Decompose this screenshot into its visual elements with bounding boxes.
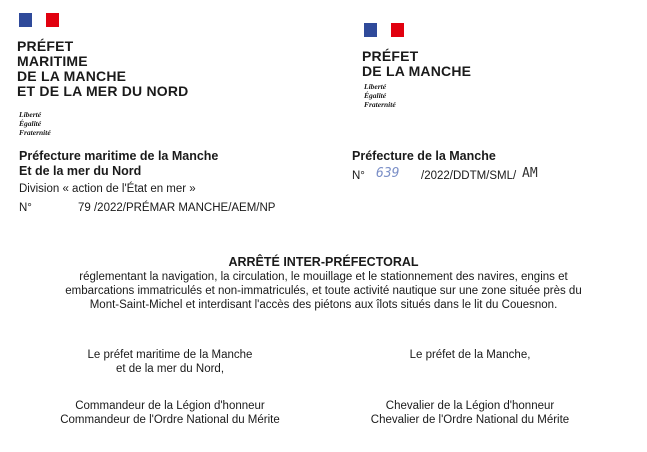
- motto-line: Égalité: [19, 119, 42, 128]
- right-prefect-title: [362, 49, 471, 79]
- right-number-label: N°: [352, 170, 365, 182]
- signatory-line: Le préfet de la Manche,: [409, 349, 531, 361]
- signatory-line: et de la mer du Nord,: [115, 363, 225, 375]
- right-honours: [320, 399, 620, 427]
- honour-line: Chevalier de l'Ordre National du Mérite: [370, 414, 570, 426]
- arrete-title: ARRÊTÉ INTER-PRÉFECTORAL: [228, 255, 419, 269]
- motto-line: Liberté: [19, 110, 42, 119]
- prefecture-line: Préfecture maritime de la Manche: [19, 149, 219, 163]
- signatory-line: Le préfet maritime de la Manche: [87, 349, 253, 361]
- left-motto: [19, 110, 51, 137]
- french-flag-icon: [19, 13, 59, 27]
- right-prefecture-name: Préfecture de la Manche: [352, 149, 496, 163]
- motto-line: Fraternité: [364, 100, 396, 109]
- title-line: DE LA MANCHE: [362, 63, 472, 79]
- motto-line: Liberté: [364, 82, 387, 91]
- right-number-handwritten-suffix: AM: [522, 166, 538, 181]
- right-number-handwritten: 639: [376, 166, 400, 181]
- motto-line: Fraternité: [19, 128, 51, 137]
- title-line: DE LA MANCHE: [17, 68, 127, 84]
- left-prefecture-name: [19, 149, 218, 179]
- arrete-line: embarcations immatriculés et non-immatriculés, et toute activité nautique sur une zone située près du: [65, 285, 582, 297]
- left-honours: [20, 399, 320, 427]
- title-line: ET DE LA MER DU NORD: [17, 83, 189, 99]
- prefecture-line: Et de la mer du Nord: [19, 164, 142, 178]
- arrete-body: [0, 270, 647, 312]
- left-number-value: 79 /2022/PRÉMAR MANCHE/AEM/NP: [78, 202, 276, 214]
- french-flag-icon: [364, 23, 404, 37]
- honour-line: Commandeur de la Légion d'honneur: [75, 400, 265, 412]
- motto-line: Égalité: [364, 91, 387, 100]
- left-division: Division « action de l'État en mer »: [19, 183, 196, 195]
- left-number-label: N°: [19, 202, 32, 214]
- left-signatory: [20, 348, 320, 376]
- arrete-line: Mont-Saint-Michel et interdisant l'accès des piétons aux îlots situés dans le lit du Couesnon.: [89, 299, 558, 311]
- arrete-line: réglementant la navigation, la circulation, le mouillage et le stationnement des navires, engins et: [79, 271, 568, 283]
- honour-line: Chevalier de la Légion d'honneur: [385, 400, 555, 412]
- right-number-value: /2022/DDTM/SML/: [421, 170, 517, 182]
- right-motto: [364, 82, 396, 109]
- left-prefect-title: [17, 39, 188, 99]
- title-line: PRÉFET: [362, 48, 419, 64]
- title-line: MARITIME: [17, 53, 88, 69]
- honour-line: Commandeur de l'Ordre National du Mérite: [60, 414, 280, 426]
- title-line: PRÉFET: [17, 38, 74, 54]
- right-signatory: [320, 348, 620, 362]
